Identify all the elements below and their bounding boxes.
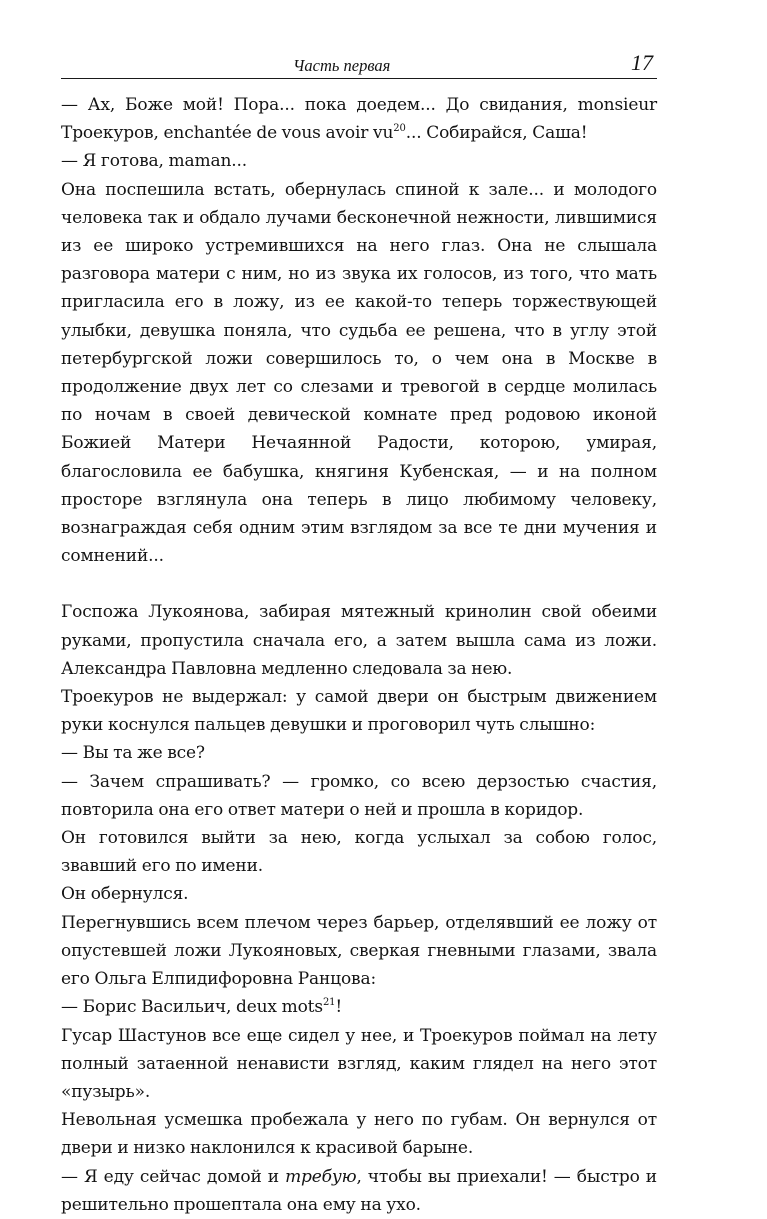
paragraph: Троекуров не выдержал: у самой двери он быстрым движением руки коснулся пальцев девушки и проговорил чуть слышно: [61, 687, 657, 736]
paragraph: — Вы та же все? [61, 743, 205, 764]
paragraph: Она поспешила встать, обернулась спиной к зале... и молодого человека так и обдало лучами бесконечной нежности, лившимися из ее широко устремившихся на него глаз. Она не слышала разговора матери с ним, но из звука их голосов, из того, что мать пригласила его в ложу, из ее какой-то теперь торжествующей улыбки, девушка поняла, что судьба ее решена, что в углу этой петербургской ложи совершилось то, о чем она в Москве в продолжение двух лет со слезами и тревогой в сердце молилась по ночам в своей девической комнате пред родовою иконой Божией Матери Нечаянной Радости, которою, умирая, благословила ее бабушка, княгиня Кубенская, — и на полном просторе взглянула она теперь в лицо любимому человеку, вознаграждая себя одним этим взглядом за все те дни мучения и сомнений... [61, 179, 657, 567]
section-break [61, 570, 657, 598]
paragraph: Перегнувшись всем плечом через барьер, отделявший ее ложу от опустевшей ложи Лукояновых, сверкая гневными глазами, звала его Ольга Елпидифоровна Ранцова: [61, 912, 657, 990]
footnote-ref: 21 [322, 997, 336, 1009]
paragraph: Гусар Шастунов все еще сидел у нее, и Троекуров поймал на лету полный затаенной ненависти взгляд, каким глядел на него этот «пузырь». [61, 1025, 657, 1102]
paragraph: — Ах, Боже мой! Пора... пока доедем... До свидания, monsieur Троекуров, enchantée de vous avoir $vu^{20}$... Собирайся, Саша! [61, 95, 657, 144]
body-text [61, 91, 657, 1219]
emphasis: требую [285, 1166, 357, 1187]
paragraph: Госпожа Лукоянова, забирая мятежный кринолин свой обеими руками, пропустила сначала его, а затем вышла сама из ложи. Александра Павловна медленно следовала за нею. [61, 602, 657, 679]
page-number: 17 [631, 50, 653, 75]
paragraph: — Я готова, maman... [61, 151, 248, 172]
paragraph: — Борис Васильич, deux mots$^{21}$! [61, 997, 343, 1018]
paragraph: Он готовился выйти за нею, когда услыхал за собою голос, звавший его по имени. [61, 828, 657, 877]
running-head [61, 48, 657, 79]
footnote-ref: 20 [393, 123, 406, 135]
paragraph: Он обернулся. [61, 884, 189, 905]
paragraph: Невольная усмешка пробежала у него по губам. Он вернулся от двери и низко наклонился к красивой барыне. [61, 1110, 657, 1159]
paragraph: — Я еду сейчас домой и требую, чтобы вы приехали! — быстро и решительно прошептала она ему на ухо. [61, 1166, 657, 1215]
section-title: Часть первая [293, 56, 391, 75]
paragraph: — Зачем спрашивать? — громко, со всею дерзостью счастия, повторила она его ответ матери о ней и прошла в коридор. [61, 771, 657, 820]
